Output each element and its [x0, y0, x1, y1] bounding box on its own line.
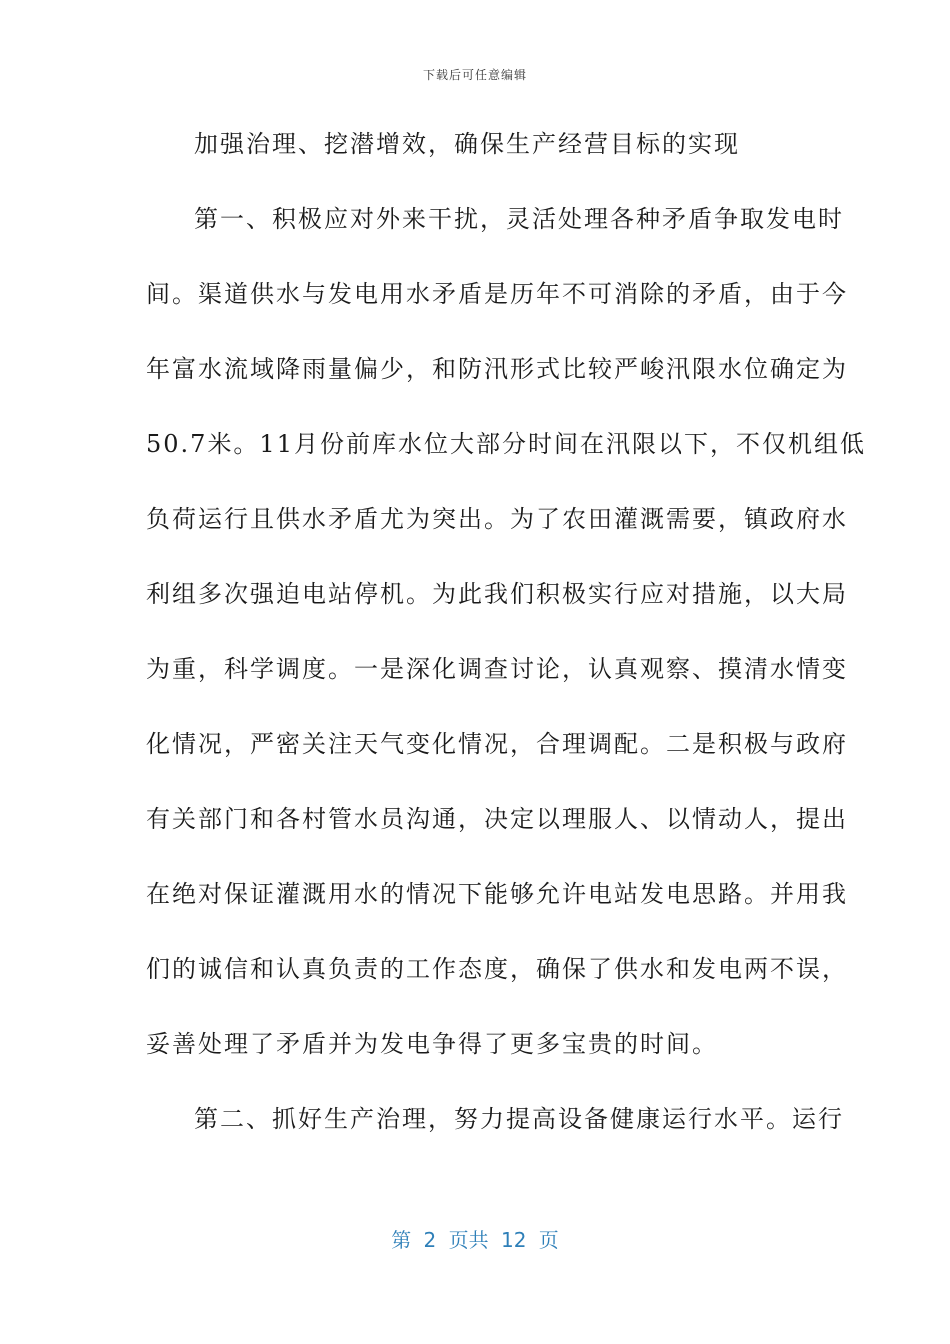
paragraph-line: 负荷运行且供水矛盾尤为突出。为了农田灌溉需要，镇政府水: [146, 505, 848, 533]
page-number-footer: 第 2 页共 12 页: [391, 1228, 559, 1252]
page-header-note: 下载后可任意编辑: [422, 68, 527, 82]
paragraph-line: 有关部门和各村管水员沟通，决定以理服人、以情动人，提出: [146, 805, 848, 833]
section-heading: 加强治理、挖潜增效，确保生产经营目标的实现: [194, 130, 740, 158]
paragraph-line: 们的诚信和认真负责的工作态度，确保了供水和发电两不误，: [146, 955, 848, 983]
paragraph-line: 妥善处理了矛盾并为发电争得了更多宝贵的时间。: [146, 1030, 718, 1058]
paragraph-line: 在绝对保证灌溉用水的情况下能够允许电站发电思路。并用我: [146, 880, 848, 908]
document-body: [146, 118, 866, 1168]
paragraph-line: 第一、积极应对外来干扰，灵活处理各种矛盾争取发电时: [194, 205, 844, 233]
paragraph-line: 利组多次强迫电站停机。为此我们积极实行应对措施，以大局: [146, 580, 848, 608]
paragraph-line: 间。渠道供水与发电用水矛盾是历年不可消除的矛盾，由于今: [146, 280, 848, 308]
paragraph-line: 第二、抓好生产治理，努力提高设备健康运行水平。运行: [194, 1105, 844, 1133]
paragraph-line: 年富水流域降雨量偏少，和防汛形式比较严峻汛限水位确定为: [146, 355, 848, 383]
paragraph-line: 化情况，严密关注天气变化情况，合理调配。二是积极与政府: [146, 730, 848, 758]
paragraph-line: 50.7米。11月份前库水位大部分时间在汛限以下，不仅机组低: [146, 430, 866, 458]
paragraph-line: 为重，科学调度。一是深化调查讨论，认真观察、摸清水情变: [146, 655, 848, 683]
